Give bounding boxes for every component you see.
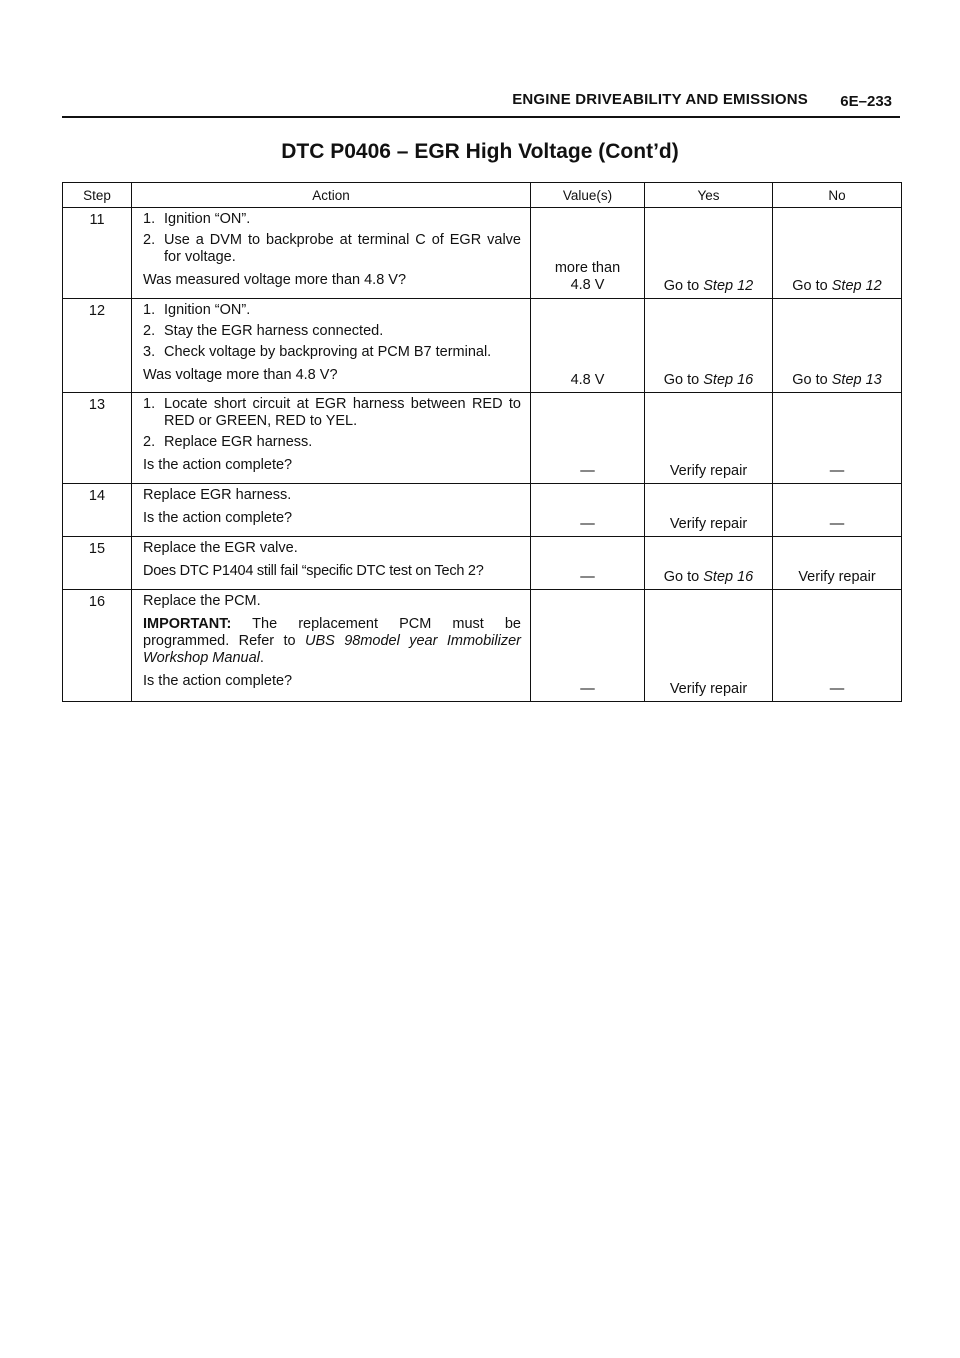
page-header [62, 88, 900, 118]
no-cell: — [773, 393, 902, 484]
no-cell: Verify repair [773, 537, 902, 590]
action-question: Is the action complete? [143, 510, 293, 526]
action-item: 1. Ignition “ON”. [143, 211, 251, 227]
action-item: 2. Stay the EGR harness connected. [143, 323, 384, 339]
value-cell: — [531, 484, 645, 537]
no-cell: Go to Step 12 [773, 208, 902, 299]
action-question: Was voltage more than 4.8 V? [143, 367, 338, 383]
table-row [63, 537, 902, 590]
diagnostic-table [62, 182, 902, 702]
action-cell [132, 590, 531, 702]
column-header-step: Step [63, 183, 132, 208]
step-reference: Step 13 [831, 372, 882, 388]
value-cell: — [531, 537, 645, 590]
step-number: 12 [63, 299, 132, 393]
step-number: 15 [63, 537, 132, 590]
action-question: Was measured voltage more than 4.8 V? [143, 272, 407, 288]
no-cell: — [773, 484, 902, 537]
column-header-no: No [773, 183, 902, 208]
manual-reference: UBS 98model year Immobilizer Workshop Manual [143, 633, 521, 666]
no-cell: — [773, 590, 902, 702]
table-row [63, 484, 902, 537]
column-header-action: Action [132, 183, 531, 208]
action-cell [132, 484, 531, 537]
yes-cell: Verify repair [645, 590, 773, 702]
action-question: Is the action complete? [143, 457, 293, 473]
no-cell: Go to Step 13 [773, 299, 902, 393]
step-number: 11 [63, 208, 132, 299]
yes-cell: Go to Step 16 [645, 299, 773, 393]
section-title: ENGINE DRIVEABILITY AND EMISSIONS [512, 91, 808, 108]
table-row [63, 299, 902, 393]
action-cell [132, 299, 531, 393]
document-title: DTC P0406 – EGR High Voltage (Cont’d) [281, 140, 679, 163]
action-item: 2. Replace EGR harness. [143, 434, 313, 450]
action-item: 2. Use a DVM to backprobe at terminal C of EGR valve for voltage. [143, 232, 521, 265]
action-question: Does DTC P1404 still fail “specific DTC test on Tech 2? [143, 563, 484, 579]
step-reference: Step 16 [703, 372, 754, 388]
page-number: 6E–233 [840, 93, 892, 110]
action-text: Replace the PCM. [143, 593, 261, 609]
column-header-yes: Yes [645, 183, 773, 208]
value-cell: more than 4.8 V [531, 208, 645, 299]
table-row [63, 393, 902, 484]
yes-cell: Go to Step 16 [645, 537, 773, 590]
yes-cell: Go to Step 12 [645, 208, 773, 299]
action-text: Replace EGR harness. [143, 487, 292, 503]
step-number: 13 [63, 393, 132, 484]
table-row [63, 208, 902, 299]
table-header-row [63, 183, 902, 208]
column-header-values: Value(s) [531, 183, 645, 208]
step-number: 14 [63, 484, 132, 537]
yes-cell: Verify repair [645, 484, 773, 537]
action-text: Replace the EGR valve. [143, 540, 298, 556]
value-cell: 4.8 V [531, 299, 645, 393]
action-item: 1. Locate short circuit at EGR harness between RED to RED or GREEN, RED to YEL. [143, 396, 521, 429]
value-cell: — [531, 393, 645, 484]
yes-cell: Verify repair [645, 393, 773, 484]
important-note: IMPORTANT: The replacement PCM must be programmed. Refer to UBS 98model year Immobilizer Workshop Manual. [143, 616, 521, 666]
action-item: 3. Check voltage by backproving at PCM B7 terminal. [143, 344, 492, 360]
action-item: 1. Ignition “ON”. [143, 302, 251, 318]
action-question: Is the action complete? [143, 673, 293, 689]
step-reference: Step 12 [703, 278, 754, 294]
action-cell [132, 537, 531, 590]
table-row [63, 590, 902, 702]
step-reference: Step 12 [831, 278, 882, 294]
value-cell: — [531, 590, 645, 702]
action-cell [132, 208, 531, 299]
step-reference: Step 16 [703, 569, 754, 585]
action-cell [132, 393, 531, 484]
step-number: 16 [63, 590, 132, 702]
important-label: IMPORTANT: [143, 616, 232, 632]
